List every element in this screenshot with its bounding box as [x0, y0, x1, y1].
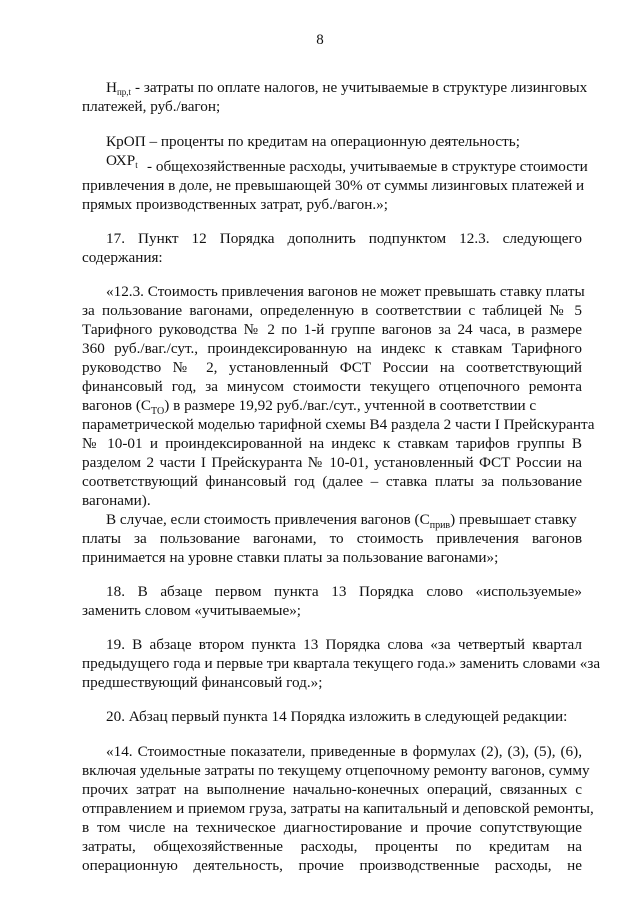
text: ) превышает ставку — [450, 511, 577, 528]
page-number: 8 — [316, 32, 324, 48]
p4-line-2: содержания: — [82, 249, 163, 266]
p5-line-1: «12.3. Стоимость привлечения вагонов не может превышать ставку платы — [106, 283, 585, 300]
subscript: ТО — [151, 406, 165, 417]
p6-line-2: платы за пользование вагонами, то стоимость привлечения вагонов — [82, 530, 582, 547]
p3-line-3: прямых производственных затрат, руб./вагон.»; — [82, 196, 388, 213]
p5-line-2: за пользование вагонами, определенную в соответствии с таблицей № 5 — [82, 302, 582, 319]
p7-line-2: заменить словом «учитываемые»; — [82, 602, 302, 619]
text: вагонов (С — [82, 397, 152, 414]
symbol-subscript: пр,t — [116, 87, 132, 97]
subscript: прив — [429, 520, 451, 531]
p1-line-1: - затраты по оплате налогов, не учитываемые в структуре лизинговых — [135, 79, 588, 96]
p8-line-2: предыдущего года и первые три квартала текущего года.» заменить словами «за — [82, 655, 601, 672]
text: В случае, если стоимость привлечения вагонов (С — [106, 511, 430, 528]
p5-line-12: вагонами). — [82, 492, 151, 509]
p8-line-1: 19. В абзаце втором пункта 13 Порядка слова «за четвертый квартал — [106, 636, 582, 653]
p2-line-1: КрОП – проценты по кредитам на операционную деятельность; — [106, 133, 520, 150]
p10-line-3: прочих затрат на выполнение начально-конечных операций, связанных с — [82, 781, 582, 798]
p3-line-1: - общехозяйственные расходы, учитываемые в структуре стоимости — [147, 158, 588, 175]
p5-line-6: финансовый год, за минусом стоимости текущего отцепочного ремонта — [82, 378, 582, 395]
symbol-subscript: t — [135, 160, 138, 170]
p10-line-2: включая удельные затраты по текущему отцепочному ремонту вагонов, сумму — [82, 762, 590, 779]
p7-line-1: 18. В абзаце первом пункта 13 Порядка слово «используемые» — [106, 583, 582, 600]
p5-line-9: № 10-01 и проиндексированной на индекс к ставкам тарифов группы В — [82, 435, 582, 452]
p3-line-2: привлечения в доле, не превышающей 30% от суммы лизинговых платежей и — [82, 177, 585, 194]
symbol-ohr — [106, 152, 138, 174]
p10-line-7: операционную деятельность, прочие производственные расходы, не — [82, 857, 582, 874]
p5-line-4: 360 руб./ваг./сут., проиндексированную на индекс к ставкам Тарифного — [82, 340, 582, 357]
text: ) в размере 19,92 руб./ваг./сут., учтенной в соответствии с — [164, 397, 537, 414]
symbol: ОХР — [106, 152, 136, 169]
p10-line-4: отправлением и приемом груза, затраты на капитальный и деповской ремонты, — [82, 800, 594, 817]
p5-line-8: параметрической моделью тарифной схемы В4 раздела 2 части I Прейскуранта — [82, 416, 595, 433]
p10-line-5: в том числе на техническое диагностирование и прочие сопутствующие — [82, 819, 582, 836]
p5-line-3: Тарифного руководства № 2 по 1-й группе вагонов за 24 часа, в размере — [82, 321, 582, 338]
p9-line-1: 20. Абзац первый пункта 14 Порядка изложить в следующей редакции: — [106, 708, 568, 725]
p8-line-3: предшествующий финансовый год.»; — [82, 674, 323, 691]
p1-line-2: платежей, руб./вагон; — [82, 98, 221, 115]
p6-line-3: принимается на уровне ставки платы за пользование вагонами»; — [82, 549, 499, 566]
p10-line-6: затраты, общехозяйственные расходы, проценты по кредитам на — [82, 838, 582, 855]
symbol: Н — [106, 79, 117, 96]
p5-line-10: разделом 2 части I Прейскуранта № 10-01, установленный ФСТ России на — [82, 454, 582, 471]
p10-line-1: «14. Стоимостные показатели, приведенные в формулах (2), (3), (5), (6), — [106, 743, 582, 760]
p5-line-11: соответствующий финансовый год (далее – ставка платы за пользование — [82, 473, 582, 490]
p5-line-5: руководство № 2, установленный ФСТ России на соответствующий — [82, 359, 582, 376]
p4-line-1: 17. Пункт 12 Порядка дополнить подпунктом 12.3. следующего — [106, 230, 582, 247]
